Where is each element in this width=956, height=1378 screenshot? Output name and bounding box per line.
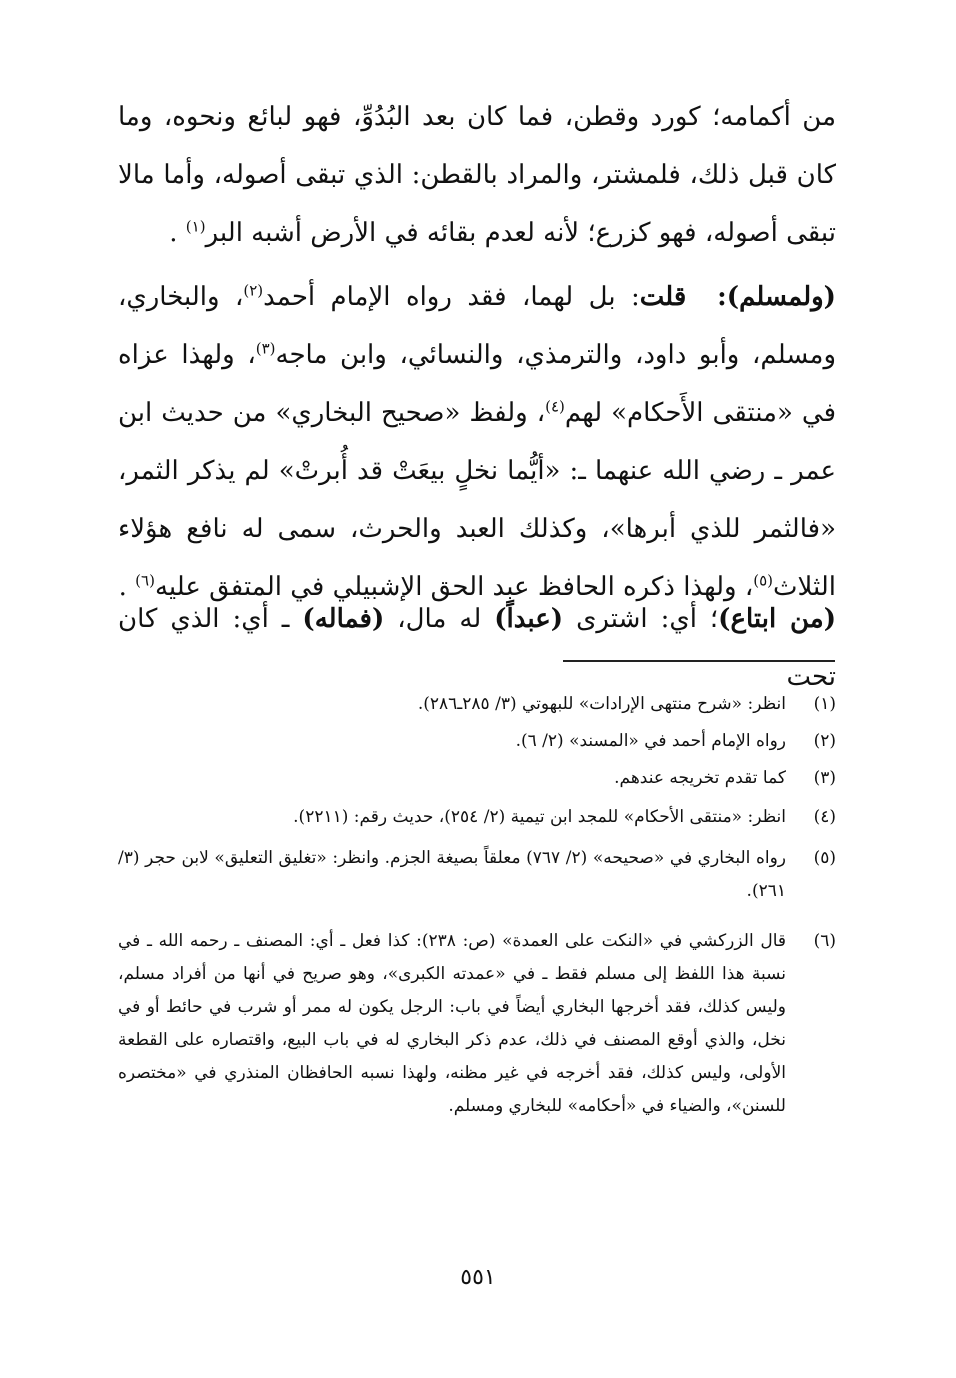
paragraph-text: ، ولهذا عزاه في «منتقى الأَحكام» لهم: [118, 340, 836, 428]
footnote-text: قال الزركشي في «النكت على العمدة» (ص: ٢٣٨): كذا فعل ـ أي: المصنف ـ رحمه الله ـ في نسبة هذا اللفظ إلى مسلم فقط ـ في «عمدته الكبرى»، وهو صريح في أنها من أفراد مسلم، وليس كذلك، فقد أخرجها البخاري أيضاً في باب: الرجل يكون له ممر أو شرب في حائط أو في نخل، والذي أوقع المصنف في ذلك، عدم ذكر البخاري له في باب البيع، واقتصاره على القطعة الأولى، وليس كذلك، فقد أخرجه في غير مظنه، ولهذا نسبه الحافظان المنذري في «مختصره للسنن»، والضياء في «أحكامه» للبخاري ومسلم.: [118, 931, 786, 1116]
footnote-text: رواه الإمام أحمد في «المسند» (٢/ ٦).: [515, 731, 786, 751]
footnote-2: [118, 725, 836, 758]
footnote-text: انظر: «منتقى الأحكام» للمجد ابن تيمية (٢/ ٢٥٤)، حديث رقم: (٢٢١١).: [293, 807, 786, 827]
sentence-end: .: [118, 572, 127, 602]
footnote-3: [118, 762, 836, 795]
footnote-ref-2[interactable]: (٢): [243, 281, 264, 300]
page-number: ٥٥١: [460, 1265, 496, 1290]
footnote-text: انظر: «شرح منتهى الإرادات» للبهوتي (٣/ ٢٨٥ـ٢٨٦).: [417, 694, 786, 714]
footnote-ref-3[interactable]: (٣): [255, 339, 276, 358]
qult-label: قلت: [639, 282, 687, 312]
footnote-separator: [563, 660, 835, 662]
footnote-1: [118, 688, 836, 721]
footnote-number: (٤): [813, 807, 836, 827]
paragraph-text: ، ولفظ «صحيح البخاري» من حديث ابن عمر ـ رضي الله عنهما ـ: «أيُّما نخلٍ بيعَتْ قد أُبرتْ» لم يذكر الثمر، «فالثمر للذي أبرها»، وكذلك العبد والحرث، سمى له نافع هؤلاء الثلاث: [118, 398, 836, 602]
quoted-term: (عبداً): [494, 604, 564, 634]
footnote-6: [118, 925, 836, 1123]
paragraph-text: ـ أي: الذي كان تحت: [118, 604, 836, 692]
footnote-text: رواه البخاري في «صحيحه» (٢/ ٧٦٧) معلقاً بصيغة الجزم. وانظر: «تغليق التعليق» لابن حجر (٣/ ٢٦١).: [118, 848, 786, 901]
footnote-number: (٣): [813, 768, 836, 788]
footnote-number: (٢): [813, 731, 836, 751]
paragraph-text: ، ولهذا ذكره الحافظ عبد الحق الإشبيلي في المتفق عليه: [154, 572, 754, 602]
quoted-term: (ولمسلم):: [717, 282, 836, 312]
paragraph-text: له مال،: [397, 604, 482, 634]
footnote-text: كما تقدم تخريجه عندهم.: [614, 768, 786, 788]
footnote-ref-4[interactable]: (٤): [545, 397, 565, 416]
footnote-ref-1[interactable]: (١): [185, 217, 206, 236]
sentence-end: .: [169, 218, 178, 248]
quoted-term: (من ابتاع): [718, 604, 837, 634]
quoted-term: (فماله): [302, 604, 385, 634]
footnote-4: [118, 801, 836, 834]
paragraph-text: ؛ أي: اشترى: [576, 604, 719, 634]
footnote-number: (٦): [813, 931, 836, 951]
footnote-ref-5[interactable]: (٥): [753, 571, 774, 590]
paragraph-text: من أكمامه؛ كورد وقطن، فما كان بعد البُدُوِّ، فهو لبائع ونحوه، وما كان قبل ذلك، فلمشتر، والمراد بالقطن: الذي تبقى أصوله، وأما مالا تبقى أصوله، فهو كزرع؛ لأنه لعدم بقائه في الأرض أشبه البر: [118, 102, 836, 248]
footnote-ref-6[interactable]: (٦): [135, 571, 155, 590]
footnote-number: (١): [813, 694, 836, 714]
footnote-number: (٥): [813, 848, 836, 868]
body-paragraph-1: [118, 88, 836, 262]
paragraph-text: ، والبخاري، ومسلم، وأبو داود، والترمذي، والنسائي، وابن ماجه: [118, 282, 836, 370]
body-paragraph-2: [118, 268, 836, 616]
paragraph-text: : بل لهما، فقد رواه الإمام أحمد: [263, 282, 640, 312]
footnote-5: [118, 842, 836, 908]
